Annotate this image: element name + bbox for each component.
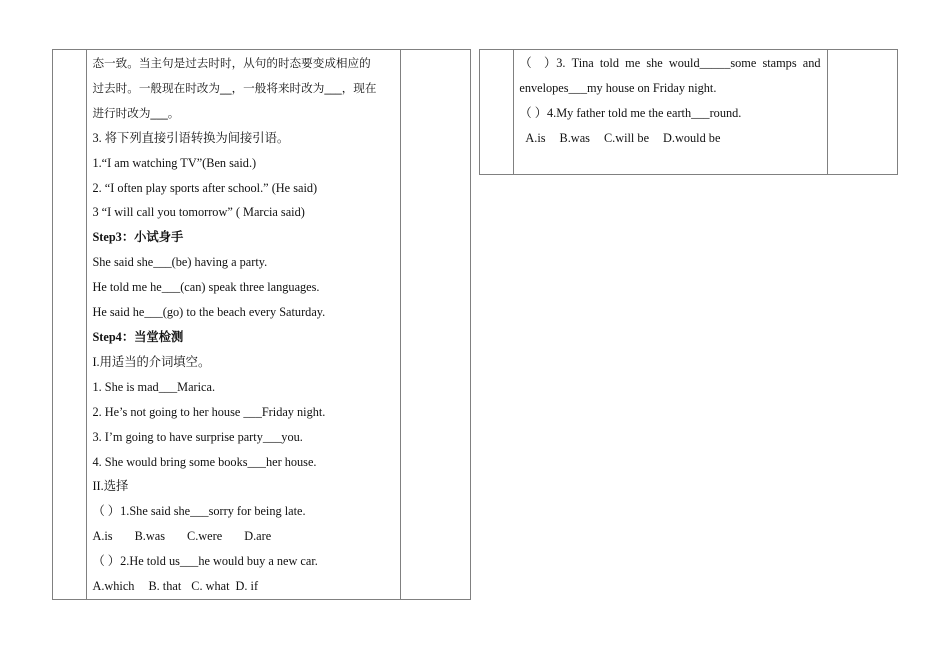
right-lesson-table [479,49,898,175]
grammar-line-2: 过去时。一般现在时改为__，一般将来时改为___，现在 [92,80,377,95]
option-d: D. if [235,579,259,594]
option-b: B.was [134,529,166,544]
step3-item-2: He told me he___(can) speak three languages. [92,280,320,295]
left-content-cell [87,50,401,600]
step4-title: Step4：当堂检测 [92,329,184,344]
option-c: C.will be [603,130,650,145]
left-lesson-table [52,49,471,600]
option-c: C.were [187,529,223,544]
option-b: B.was [559,130,590,145]
right-content-cell [514,50,828,175]
question-4: （ ）4.My father told me the earth___round. [519,105,742,120]
left-notes-column [401,50,471,600]
question-1-options [92,524,396,549]
right-notes-column [828,50,898,175]
right-index-column [480,50,514,175]
option-c: C. what [191,579,230,594]
part1-item-2: 2. He’s not going to her house ___Friday night. [92,404,326,419]
part2-title: II.选择 [92,479,129,494]
part1-item-4: 4. She would bring some books___her house. [92,454,317,469]
question-3-line-1: （ ）3. Tina told me she would_____some stamps and [519,56,821,70]
part1-title: I.用适当的介词填空。 [92,354,211,369]
question-3-line-2: envelopes___my house on Friday night. [519,80,717,95]
grammar-line-3: 进行时改为___。 [92,105,180,120]
grammar-line-1: 态一致。当主句是过去时时，从句的时态要变成相应的 [92,56,371,70]
question-2: （ ）2.He told us___he would buy a new car. [92,554,318,569]
part1-item-3: 3. I’m going to have surprise party___you. [92,429,303,444]
option-a: A.is [525,130,546,145]
step3-title: Step3：小试身手 [92,230,184,245]
part1-item-1: 1. She is mad___Marica. [92,379,216,394]
option-d: D.are [244,529,272,544]
task3-item-2: 2. “I often play sports after school.” (He said) [92,180,318,195]
question-4-options [519,126,823,151]
step3-item-3: He said he___(go) to the beach every Saturday. [92,305,326,320]
option-a: A.is [92,529,113,544]
step3-item-1: She said she___(be) having a party. [92,255,268,270]
option-b: B. that [148,579,182,594]
option-d: D.would be [663,130,721,145]
task3-item-1: 1.“I am watching TV”(Ben said.) [92,155,257,170]
question-2-options [92,574,396,599]
left-index-column [53,50,87,600]
task3-title: 3. 将下列直接引语转换为间接引语。 [92,130,290,145]
option-a: A.which [92,579,135,594]
question-1: （ ）1.She said she___sorry for being late. [92,504,306,519]
task3-item-3: 3 “I will call you tomorrow” ( Marcia said) [92,205,305,220]
